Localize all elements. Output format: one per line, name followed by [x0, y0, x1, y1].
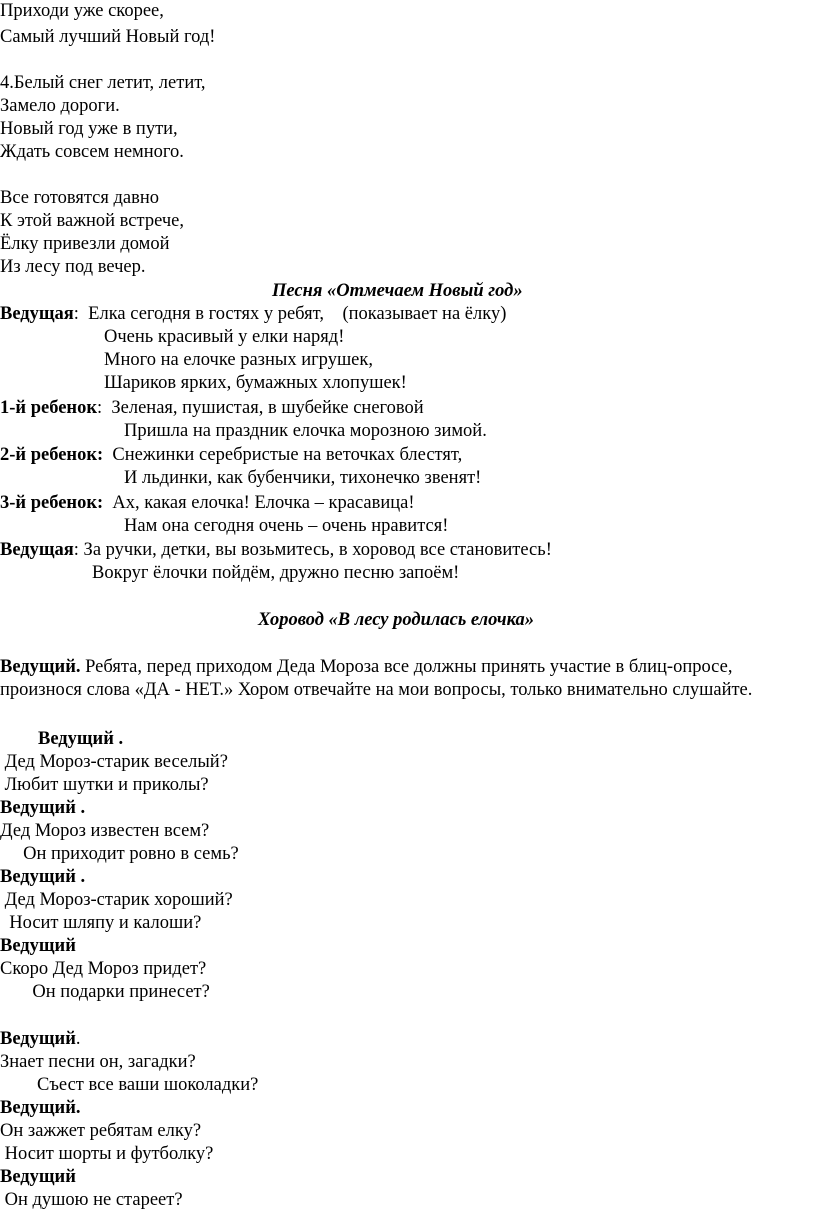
host-line: Шариков ярких, бумажных хлопушек! [104, 373, 407, 393]
quiz-question: Дед Мороз-старик веселый? [0, 752, 228, 772]
verse-line: Ёлку привезли домой [0, 234, 170, 254]
speaker-label: Ведущий . [0, 867, 86, 887]
line-text: Ах, какая елочка! Елочка – красавица! [103, 493, 415, 513]
speaker-label: Ведущий [0, 1029, 76, 1049]
child-line [0, 397, 424, 420]
speaker-label: Ведущий . [38, 729, 124, 749]
host-line: Вокруг ёлочки пойдём, дружно песню запоём! [92, 563, 460, 583]
song-title: Песня «Отмечаем Новый год» [272, 281, 523, 301]
dance-title: Хоровод «В лесу родилась елочка» [258, 610, 535, 630]
child-line [0, 492, 415, 515]
quiz-question: Дед Мороз известен всем? [0, 821, 210, 841]
child-line: И льдинки, как бубенчики, тихонечко звенят! [124, 468, 482, 488]
quiz-question: Скоро Дед Мороз придет? [0, 959, 207, 979]
speaker-label: Ведущий. [0, 657, 81, 677]
child-line: Пришла на праздник елочка морозною зимой. [124, 421, 487, 441]
verse-line: Все готовятся давно [0, 188, 160, 208]
speaker-label-row [0, 1028, 80, 1051]
verse-line: Приходи уже скорее, [0, 1, 164, 21]
speaker-label: Ведущий [0, 936, 76, 956]
line-text: : Зеленая, пушистая, в шубейке снеговой [96, 398, 424, 418]
host-line: Очень красивый у елки наряд! [104, 327, 345, 347]
verse-line: Замело дороги. [0, 96, 120, 116]
speaker-label: 2-й ребенок: [0, 445, 104, 465]
verse-line: Новый год уже в пути, [0, 119, 178, 139]
speaker-label: Ведущая [0, 540, 74, 560]
verse-line: 4.Белый снег летит, летит, [0, 73, 206, 93]
speaker-label: Ведущая [0, 304, 74, 324]
line-text: Снежинки серебристые на веточках блестят, [103, 445, 463, 465]
host-line: Много на елочке разных игрушек, [104, 350, 374, 370]
speaker-label: Ведущий . [0, 798, 86, 818]
line-text: : Елка сегодня в гостях у ребят, (показывает на ёлку) [73, 304, 507, 324]
verse-line: Ждать совсем немного. [0, 142, 184, 162]
quiz-question: Съест все ваши шоколадки? [0, 1075, 259, 1095]
verse-line: Самый лучший Новый год! [0, 27, 216, 47]
quiz-question: Он зажжет ребятам елку? [0, 1121, 202, 1141]
quiz-question: Носит шорты и футболку? [0, 1144, 214, 1164]
quiz-question: Любит шутки и приколы? [0, 775, 209, 795]
quiz-question: Знает песни он, загадки? [0, 1052, 196, 1072]
verse-line: К этой важной встрече, [0, 211, 184, 231]
child-line: Нам она сегодня очень – очень нравится! [124, 516, 449, 536]
speaker-label: Ведущий. [0, 1098, 81, 1118]
host-line [0, 303, 506, 326]
intro-text: Ребята, перед приходом Деда Мороза все должны принять участие в блиц-опросе, произнося слова «ДА - НЕТ.» Хором отвечайте на мои вопросы, только внимательно слушайте. [0, 657, 753, 700]
host-line [0, 539, 552, 562]
quiz-question: Он душою не стареет? [0, 1190, 183, 1210]
quiz-question: Он подарки принесет? [0, 982, 210, 1002]
quiz-intro [0, 656, 812, 702]
line-text: : За ручки, детки, вы возьмитесь, в хоровод все становитесь! [73, 540, 552, 560]
quiz-question: Носит шляпу и калоши? [0, 913, 202, 933]
speaker-label: 3-й ребенок: [0, 493, 104, 513]
speaker-label: 1-й ребенок [0, 398, 97, 418]
label-punct: . [75, 1029, 81, 1049]
verse-line: Из лесу под вечер. [0, 257, 146, 277]
child-line [0, 444, 462, 467]
quiz-question: Он приходит ровно в семь? [0, 844, 239, 864]
speaker-label: Ведущий [0, 1167, 76, 1187]
quiz-question: Дед Мороз-старик хороший? [0, 890, 233, 910]
